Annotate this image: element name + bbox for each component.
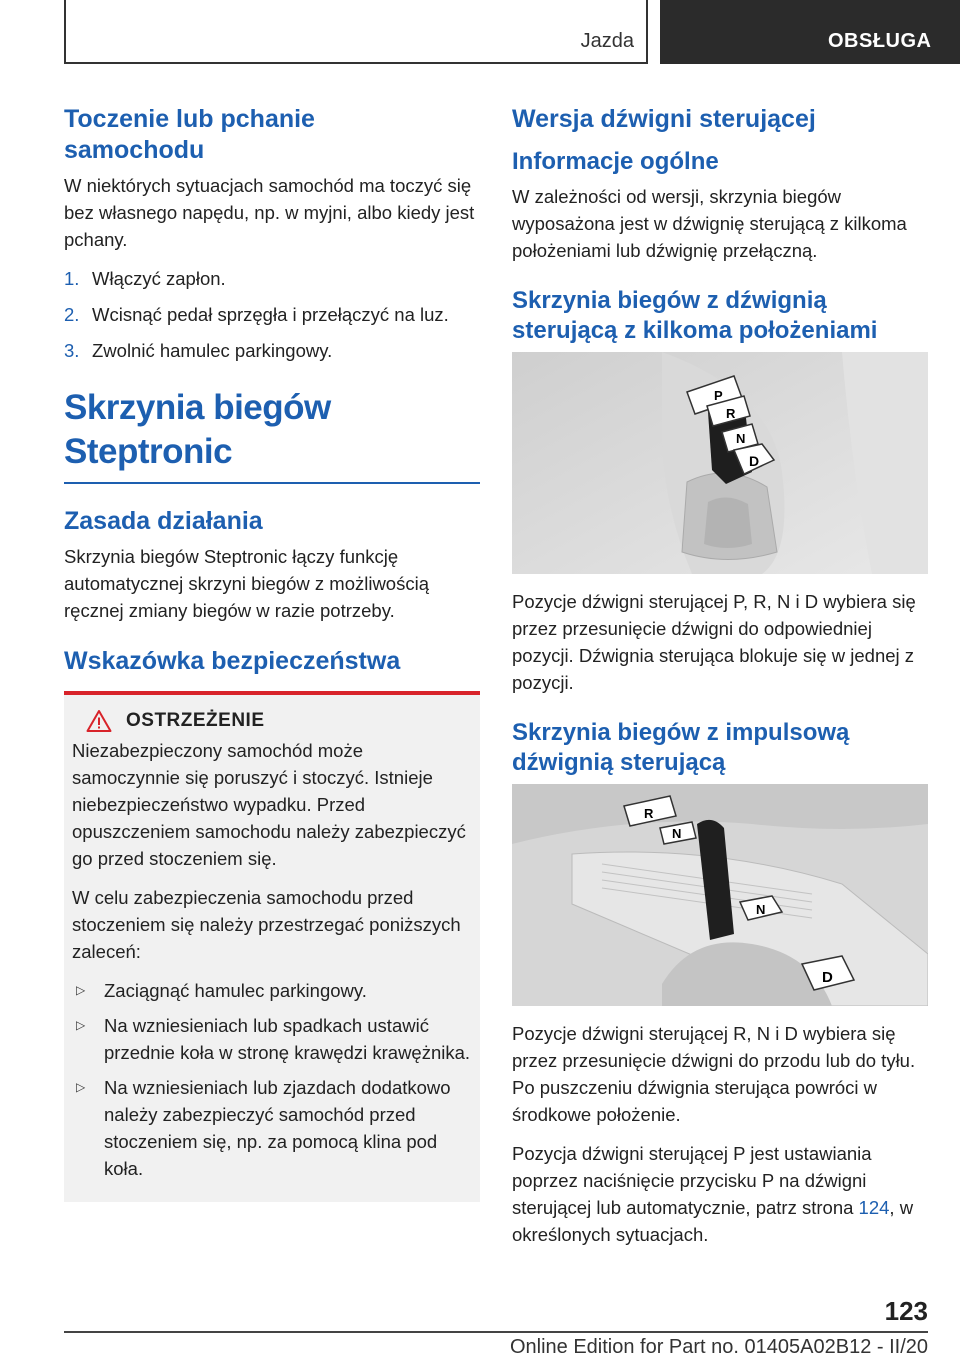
warning-header [86,709,472,733]
footer-divider [64,1331,928,1333]
warning-box [64,691,480,1202]
warning-bullets [72,977,472,1182]
general-info-title: Informacje ogólne [512,148,719,175]
header-section: OBSŁUGA [828,30,932,52]
rolling-steps [64,265,480,364]
main-title-wrap [64,386,480,484]
triangle-bullet-icon: ▷ [76,983,86,997]
triangle-bullet-icon: ▷ [76,1080,86,1094]
multi-position-text: Pozycje dźwigni sterującej P, R, N i D wybiera się przez przesunięcie dźwigni do odpowiedniej pozycji. Dźwignia sterująca blokuje się w jednej z pozycji. [512,591,916,693]
left-column [64,104,480,1202]
header-chapter: Jazda [580,30,634,52]
page-number: 123 [884,1296,928,1326]
list-item: ▷ Zaciągnąć hamulec parkingowy. [72,977,472,1004]
right-column [512,104,928,1260]
warning-triangle-icon [86,709,112,733]
multi-position-lever-illustration [512,352,928,574]
rolling-intro: W niektórych sytuacjach samochód ma toczyć się bez własnego napędu, np. w myjni, albo kiedy jest pchany. [64,175,475,250]
step-item: 2. Wcisnąć pedał sprzęgła i przełączyć na luz. [64,304,449,325]
pulse-lever-title: Skrzynia biegów z impulsową dźwignią sterującą [512,719,850,776]
page-reference-link[interactable]: 124 [858,1197,890,1218]
general-info-text: W zależności od wersji, skrzynia biegów wyposażona jest w dźwignię sterującą z kilkoma położeniami lub dźwignię przełączną. [512,186,907,261]
svg-text:N: N [736,431,746,446]
svg-text:N: N [756,902,766,917]
rolling-title: Toczenie lub pchanie samochodu [64,105,315,164]
safety-title: Wskazówka bezpieczeństwa [64,647,401,675]
pulse-text-2: Pozycja dźwigni sterującej P jest ustawiania poprzez naciśnięcie przycisku P na dźwigni sterującej lub automatycznie, patrz strona 124, w określonych sytuacjach. [512,1143,914,1245]
svg-text:R: R [644,806,654,821]
svg-text:R: R [726,406,736,421]
warning-text-2: W celu zabezpieczenia samochodu przed stoczeniem się należy przestrzegać poniższych zaleceń: [72,887,461,962]
svg-text:D: D [822,969,833,986]
pulse-lever-illustration [512,784,928,1006]
multi-position-title: Skrzynia biegów z dźwignią sterującą z kilkoma położeniami [512,287,878,344]
main-title: Skrzynia biegów Steptronic [64,388,331,471]
principle-title: Zasada działania [64,507,263,535]
step-item: 3. Zwolnić hamulec parkingowy. [64,340,333,361]
footer-edition: Online Edition for Part no. 01405A02B12 - II/20 [509,1336,928,1358]
header-section-box [660,0,960,64]
svg-text:N: N [672,826,682,841]
svg-text:D: D [749,453,760,469]
list-item: ▷ Na wzniesieniach lub zjazdach dodatkowo należy zabezpieczyć samochód przed stoczeniem się, np. za pomocą klina pod koła. [72,1074,472,1182]
principle-text: Skrzynia biegów Steptronic łączy funkcję automatycznej skrzyni biegów z możliwością ręcznej zmiany biegów w razie potrzeby. [64,546,429,621]
header-chapter-box [64,0,648,64]
triangle-bullet-icon: ▷ [76,1018,86,1032]
lever-version-title: Wersja dźwigni sterującej [512,105,816,133]
pulse-text-1: Pozycje dźwigni sterującej R, N i D wybiera się przez przesunięcie dźwigni do przodu lub do tyłu. Po puszczeniu dźwignia sterująca powróci w środkowe położenie. [512,1023,916,1125]
warning-label: OSTRZEŻENIE [126,710,265,731]
svg-text:P: P [714,388,723,403]
step-item: 1. Włączyć zapłon. [64,268,226,289]
warning-text-1: Niezabezpieczony samochód może samoczynnie się poruszyć i stoczyć. Istnieje niebezpieczeństwo wypadku. Przed opuszczeniem samochodu należy zabezpieczyć go przed stoczeniem się. [72,740,466,869]
list-item: ▷ Na wzniesieniach lub spadkach ustawić przednie koła w stronę krawędzi krawężnika. [72,1012,472,1066]
